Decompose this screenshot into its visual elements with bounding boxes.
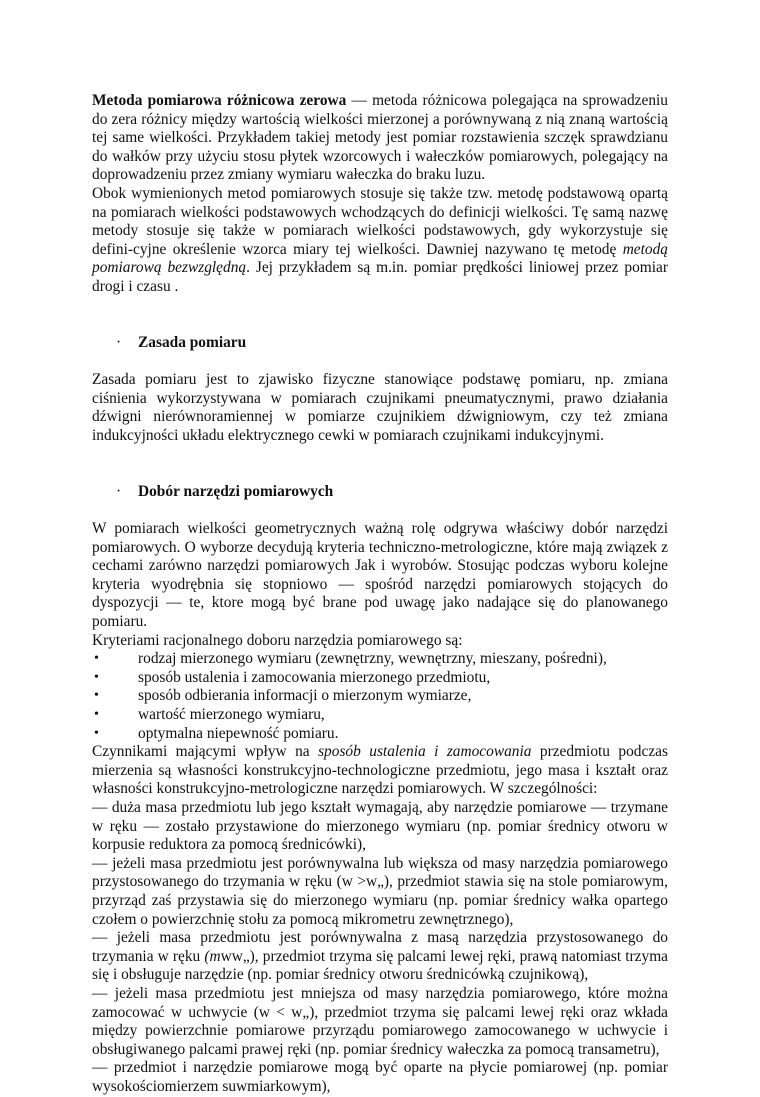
case-text: — jeżeli masa przedmiotu jest porównywalna z masą narzędzia przystosowanego do trzymania w ręku xyxy=(92,929,668,965)
basic-method-text: Obok wymienionych metod pomiarowych stosuje się także tzw. metodę podstawową opartą na pomiarach wielkości podstawowych wchodzących do definicji wielkości. Tę samą nazwę metody stosuje się także w pomiarach wielkości podstawowych, gdy wykorzystuje się defini-cyjne określenie wzorca miary tej wielkości. Dawniej nazywano tę metodę xyxy=(92,184,668,258)
criteria-lead: Kryteriami racjonalnego doboru narzędzia pomiarowego są: xyxy=(92,631,463,649)
list-item xyxy=(92,706,668,725)
bullet-icon: • xyxy=(94,688,99,704)
italic-term-absolute-method: metodą pomiarową bezwzględną xyxy=(92,240,668,277)
criteria-list xyxy=(92,650,668,743)
case-paragraph: — duża masa przedmiotu lub jego kształt wymagają, aby narzędzie pomiarowe — trzymane w ręku — zostało przystawione do mierzonego wymiaru (np. pomiar średnicy otworu w korpusie reduktora za pomocą średnicówki), xyxy=(92,799,668,854)
case-paragraph: — jeżeli masa przedmiotu jest mniejsza od masy narzędzia pomiarowego, które można zamocować w uchwycie (w < w„), przedmiot trzyma się palcami lewej ręki oraz wkłada między powierzchnie pomiarowe przyrządu pomiarowego zamocowanego w uchwycie i obsługiwanego palcami prawej ręki (np. pomiar średnicy wałeczka za pomocą transametru), xyxy=(92,984,668,1058)
case-paragraph: — przedmiot i narzędzie pomiarowe mogą być oparte na płycie pomiarowej (np. pomiar wysokościomierzem suwmiarkowym), xyxy=(92,1059,668,1095)
list-item xyxy=(92,650,668,669)
case-paragraph: — jeżeli masa przedmiotu jest porównywalna lub większa od masy narzędzia pomiarowego przystosowanego do trzymania w ręku (w >w„), przedmiot stawia się na stole pomiarowym, przyrząd zaś przystawia się do mierzonego wymiaru (np. pomiar średnicy wałka opartego czołem o powierzchnię stołu za pomocą mikrometru zewnętrznego), xyxy=(92,854,668,928)
bullet-icon: • xyxy=(94,651,99,667)
case-text-continued: ww„), przedmiot trzyma się palcami lewej ręki, prawą natomiast trzyma się i obsługuje narzędzie (np. pomiar średnicy otworu średnicówką czujnikową), xyxy=(92,947,668,984)
bullet-icon: • xyxy=(94,725,99,741)
basic-method-example: . Jej przykładem są m.in. pomiar prędkości liniowej przez pomiar drogi i czasu . xyxy=(92,259,668,295)
list-item xyxy=(92,669,668,688)
section-heading-measurement-principle xyxy=(92,334,668,353)
bullet-icon: · xyxy=(116,333,122,351)
list-item-text: rodzaj mierzonego wymiaru (zewnętrzny, wewnętrzny, mieszany, pośredni), xyxy=(138,650,607,668)
bullet-icon: · xyxy=(116,482,122,500)
document-page xyxy=(92,92,668,1097)
section-heading-tool-selection xyxy=(92,483,668,502)
heading-text: Dobór narzędzi pomiarowych xyxy=(138,482,334,500)
paragraph-zero-difference-method xyxy=(92,92,668,185)
paragraph-measurement-principle: Zasada pomiaru jest to zjawisko fizyczne stanowiące podstawę pomiaru, np. zmiana ciśnienia wykorzystywana w pomiarach czujnikami pneumatycznymi, prawo działania dźwigni nierównoramiennej w pomiarze czujnikiem dźwigniowym, czy też zmiana indukcyjności układu elektrycznego cewki w pomiarach czujnikami indukcyjnymi. xyxy=(92,371,668,444)
paragraph-basic-method xyxy=(92,185,668,297)
list-item-text: sposób odbierania informacji o mierzonym wymiarze, xyxy=(138,687,472,705)
heading-text: Zasada pomiaru xyxy=(138,333,247,351)
italic-symbol: (m xyxy=(204,947,221,965)
factors-text: Czynnikami mającymi wpływ na xyxy=(92,743,319,761)
italic-phrase: sposób ustalenia i zamocowania xyxy=(318,743,532,761)
paragraph-factors xyxy=(92,743,668,799)
list-item-text: wartość mierzonego wymiaru, xyxy=(138,706,325,724)
bullet-icon: • xyxy=(94,707,99,723)
list-item-text: optymalna niepewność pomiaru. xyxy=(138,724,339,742)
factors-text-continued: przedmiotu podczas mierzenia są własności konstrukcyjno-technologiczne przedmiotu, jego masa i kształt oraz własności konstrukcyjno-metrologiczne narzędzi pomiarowych. W szczególności: xyxy=(92,743,668,798)
paragraph-tool-selection-intro: W pomiarach wielkości geometrycznych ważną rolę odgrywa właściwy dobór narzędzi pomiarowych. O wyborze decydują kryteria techniczno-metrologiczne, które mają związek z cechami zarówno narzędzi pomiarowych Jak i wyrobów. Stosując podczas wyboru kolejne kryteria wyodrębnia się stopniowo — spośród narzędzi pomiarowych stojących do dyspozycji — te, ktore mogą być brane pod uwagę jako nadające się do planowanego pomiaru. xyxy=(92,520,668,631)
definition-text: — metoda różnicowa polegająca na sprowadzeniu do zera różnicy między wartością wielkości mierzonej a porównywaną z nią znaną wartością tej same wielkości. Przykładem takiej metody jest pomiar rozstawienia szczęk sprawdzianu do wałków przy użyciu stosu płytek wzorcowych i wałeczków pomiarowych, polegający na doprowadzeniu przez zmiany wymiaru wałeczka do braku luzu. xyxy=(92,92,668,184)
term-zero-difference-method: Metoda pomiarowa różnicowa zerowa xyxy=(92,92,347,109)
list-item-text: sposób ustalenia i zamocowania mierzonego przedmiotu, xyxy=(138,668,491,686)
bullet-icon: • xyxy=(94,669,99,685)
list-item xyxy=(92,687,668,706)
case-paragraph xyxy=(92,929,668,985)
list-item xyxy=(92,725,668,744)
